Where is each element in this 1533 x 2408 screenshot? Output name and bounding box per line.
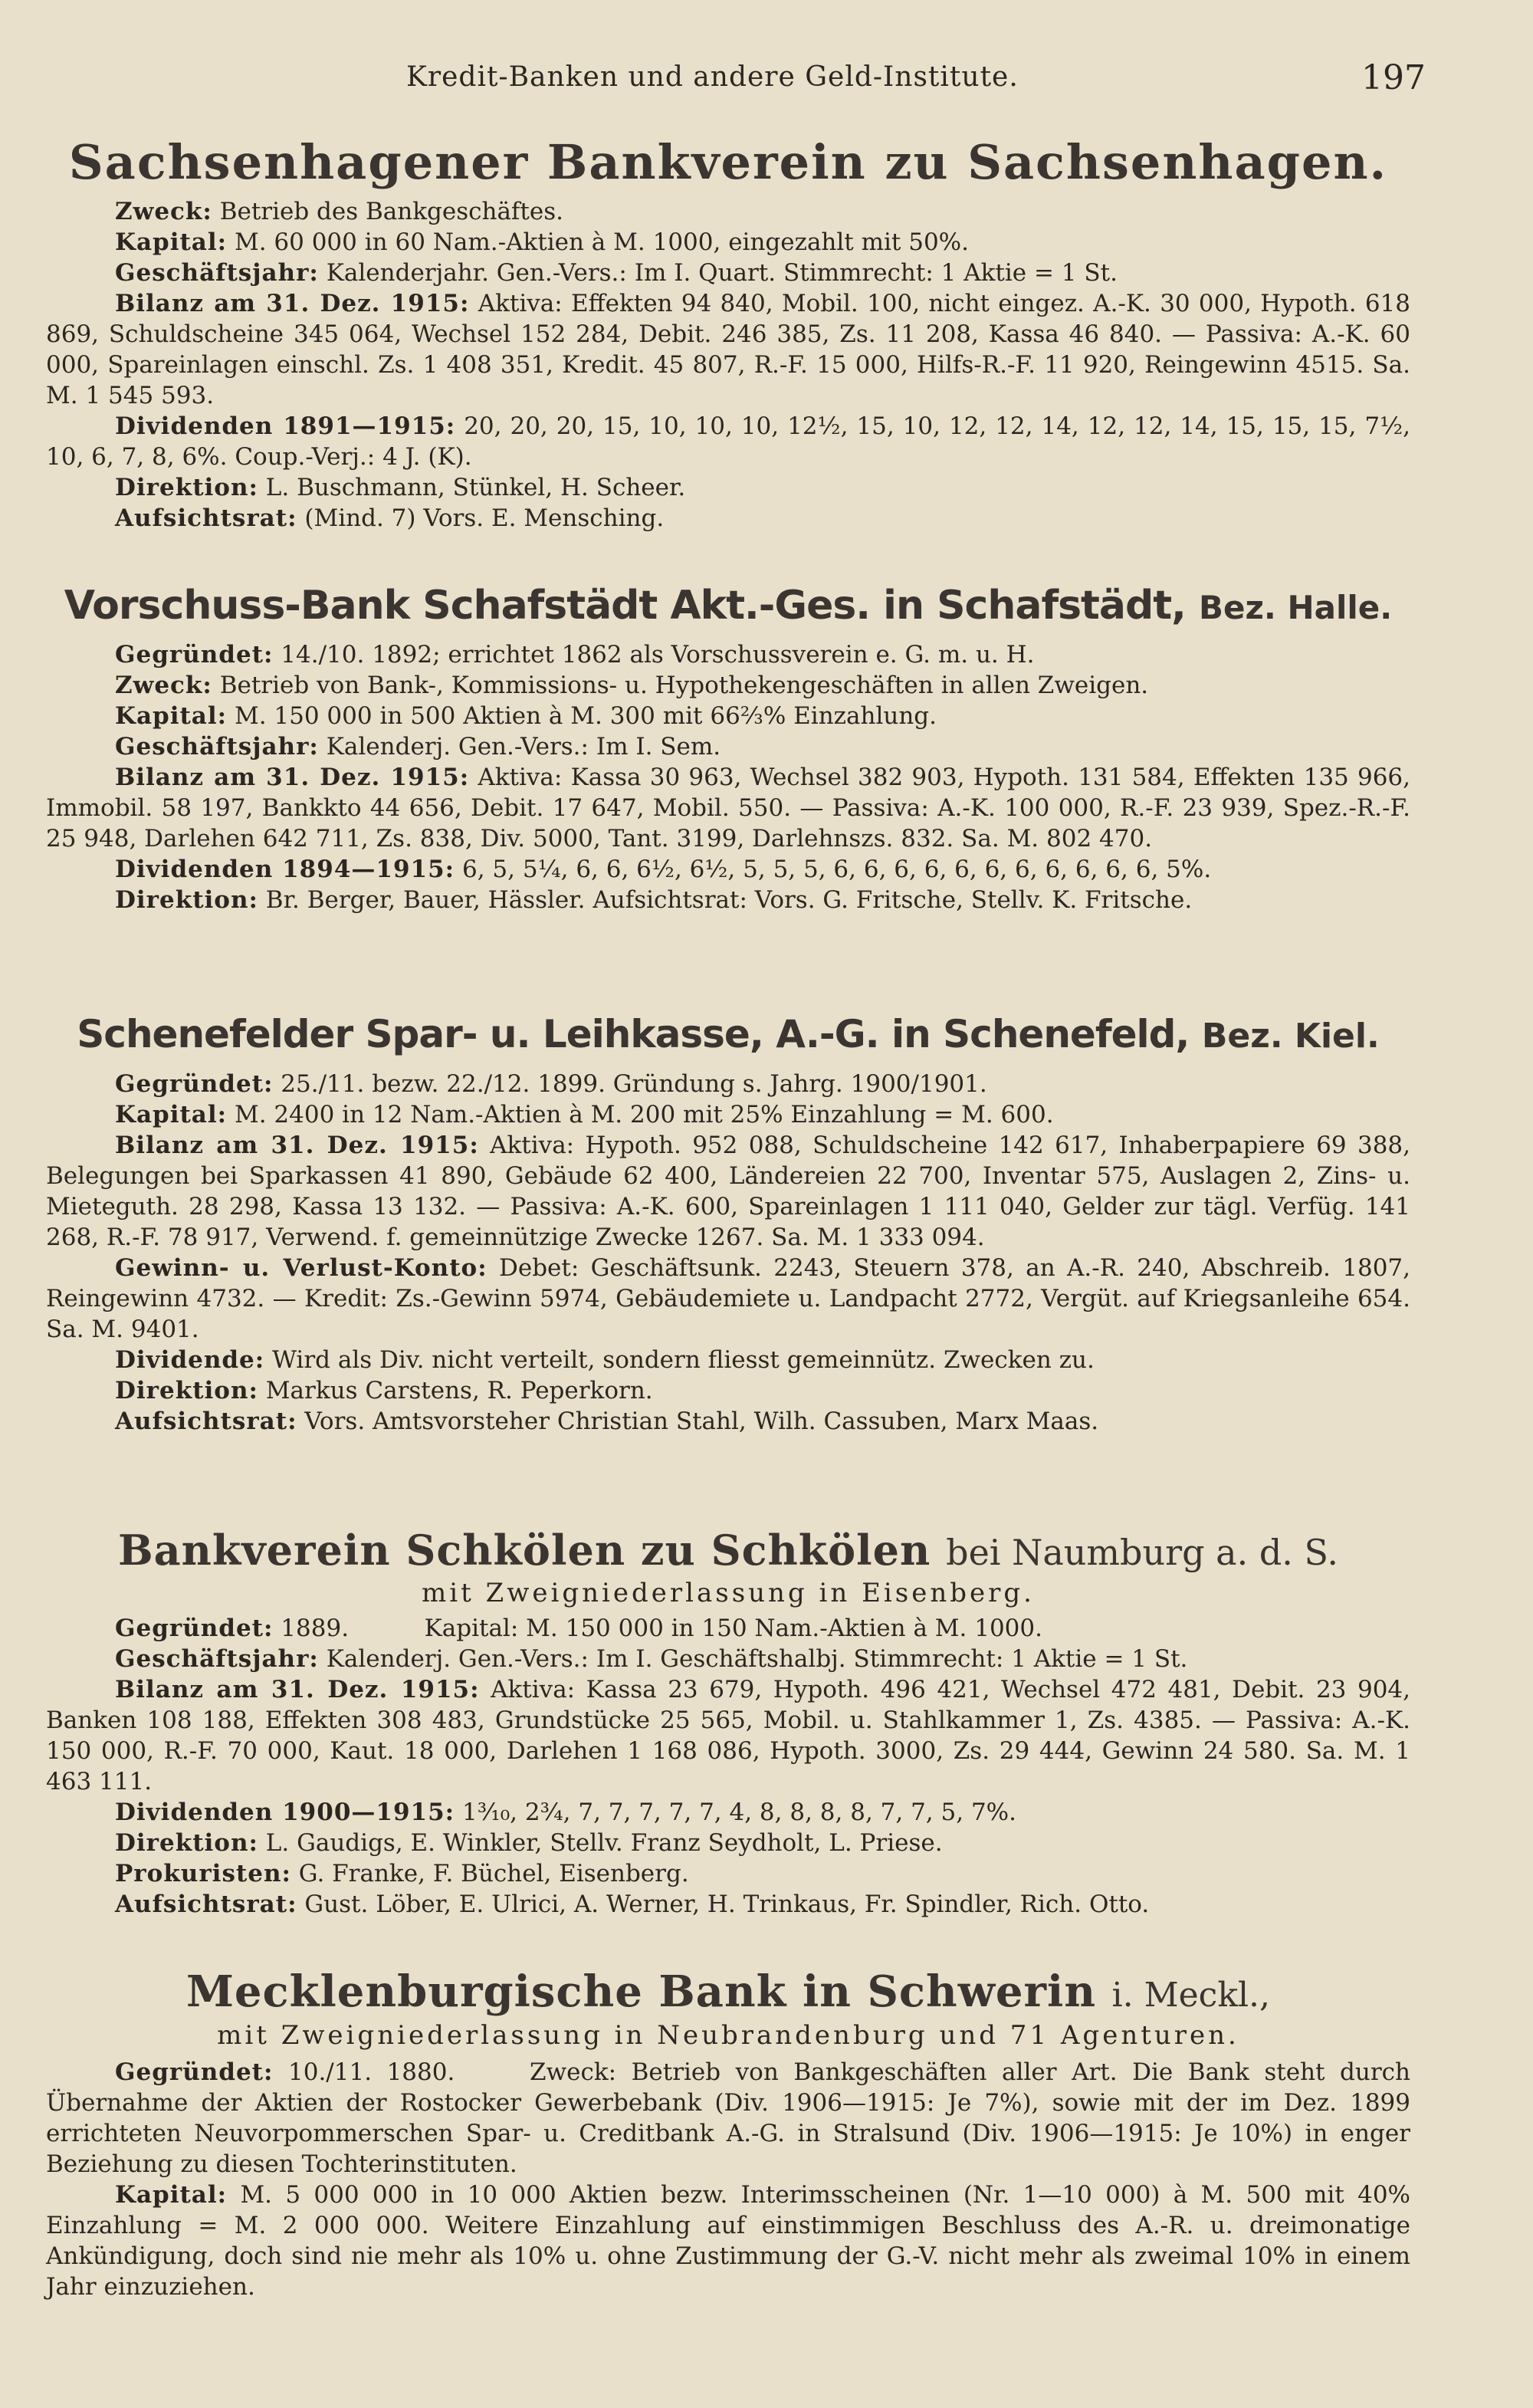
paragraph: Dividenden 1900—1915: 1³⁄₁₀, 2¾, 7, 7, 7, 7, 7, 4, 8, 8, 8, 8, 7, 7, 5, 7%. (115, 1799, 1016, 1826)
paragraph: Zweck: Betrieb des Bankgeschäftes. (115, 198, 563, 225)
paragraph: Aufsichtsrat: (Mind. 7) Vors. E. Mensching. (115, 504, 665, 532)
entry-mecklenburgische-bank (46, 1966, 1418, 2302)
paragraph: Geschäftsjahr: Kalenderj. Gen.-Vers.: Im I. Sem. (115, 733, 721, 761)
paragraph: Aufsichtsrat: Gust. Löber, E. Ulrici, A. Werner, H. Trinkaus, Fr. Spindler, Rich. Otto. (115, 1891, 1150, 1918)
paragraph: Aufsichtsrat: Vors. Amtsvorsteher Christian Stahl, Wilh. Cassuben, Marx Maas. (115, 1408, 1099, 1435)
header-title: Kredit-Banken und andere Geld-Institute. (406, 61, 1019, 93)
entry-title: Sachsenhagener Bankverein zu Sachsenhagen. (68, 134, 1388, 190)
entry-title: Schenefelder Spar- u. Leihkasse, A.-G. in Schenefeld, Bez. Kiel. (77, 1012, 1380, 1056)
paragraph: Kapital: M. 2400 in 12 Nam.-Aktien à M. 200 mit 25% Einzahlung = M. 600. (115, 1101, 1054, 1128)
paragraph: Bilanz am 31. Dez. 1915: Aktiva: Kassa 30 963, Wechsel 382 903, Hypoth. 131 584, Effekten 135 966, Immobil. 58 197, Bankkto 44 656, Debit. 17 647, Mobil. 550. — Passiva: A.-K. 100 000, R.-F. 23 939, Spez.-R.-F. 25 948, Darlehen 642 711, Zs. 838, Div. 5000, Tant. 3199, Darlehnszs. 832. Sa. M. 802 470. (46, 764, 1410, 852)
paragraph: Geschäftsjahr: Kalenderjahr. Gen.-Vers.: Im I. Quart. Stimmrecht: 1 Aktie = 1 St. (115, 259, 1118, 287)
page-number: 197 (1361, 58, 1426, 97)
paragraph: Gegründet: 14./10. 1892; errichtet 1862 als Vorschussverein e. G. m. u. H. (115, 641, 1035, 669)
paragraph: Gegründet: 10./11. 1880. Zweck: Betrieb von Bankgeschäften aller Art. Die Bank steht durch Übernahme der Aktien der Rostocker Gewerbebank (Div. 1906—1915: Je 7%), sowie mit der im Dez. 1899 errichteten Neuvorpommerschen Spar- u. Creditbank A.-G. in Stralsund (Div. 1906—1915: Je 10%) in enger Beziehung zu diesen Tochterinstituten. (46, 2058, 1418, 2178)
paragraph: Dividenden 1891—1915: 20, 20, 20, 15, 10, 10, 10, 12½, 15, 10, 12, 12, 14, 12, 12, 14, 15, 15, 15, 7½, 10, 6, 7, 8, 6%. Coup.-Verj.: 4 J. (K). (46, 412, 1410, 471)
entry-schkoelen (46, 1526, 1410, 1920)
paragraph: Direktion: Br. Berger, Bauer, Hässler. Aufsichtsrat: Vors. G. Fritsche, Stellv. K. Fritsche. (115, 886, 1193, 914)
paragraph: Bilanz am 31. Dez. 1915: Aktiva: Hypoth. 952 088, Schuldscheine 142 617, Inhaberpapiere 69 388, Belegungen bei Sparkassen 41 890, Gebäude 62 400, Ländereien 22 700, Inventar 575, Auslagen 2, Zins- u. Mieteguth. 28 298, Kassa 13 132. — Passiva: A.-K. 600, Spareinlagen 1 111 040, Gelder zur tägl. Verfüg. 141 268, R.-F. 78 917, Verwend. f. gemeinnützige Zwecke 1267. Sa. M. 1 333 094. (46, 1132, 1410, 1251)
paragraph: Bilanz am 31. Dez. 1915: Aktiva: Effekten 94 840, Mobil. 100, nicht eingez. A.-K. 30 000, Hypoth. 618 869, Schuldscheine 345 064, Wechsel 152 284, Debit. 246 385, Zs. 11 208, Kassa 46 840. — Passiva: A.-K. 60 000, Spareinlagen einschl. Zs. 1 408 351, Kredit. 45 807, R.-F. 15 000, Hilfs-R.-F. 11 920, Reingewinn 4515. Sa. M. 1 545 593. (46, 290, 1411, 409)
paragraph: Direktion: Markus Carstens, R. Peperkorn. (115, 1377, 653, 1404)
paragraph: Gegründet: 1889. Kapital: M. 150 000 in 150 Nam.-Aktien à M. 1000. (115, 1615, 1042, 1642)
paragraph: Direktion: L. Gaudigs, E. Winkler, Stellv. Franz Seydholt, L. Priese. (115, 1829, 943, 1857)
paragraph: Dividende: Wird als Div. nicht verteilt, sondern fliesst gemeinnütz. Zwecken zu. (115, 1346, 1095, 1374)
entry-title: Vorschuss-Bank Schafstädt Akt.-Ges. in Schafstädt, Bez. Halle. (64, 583, 1393, 629)
paragraph: Kapital: M. 60 000 in 60 Nam.-Aktien à M. 1000, eingezahlt mit 50%. (115, 228, 969, 256)
entry-schenefeld (46, 1012, 1410, 1437)
paragraph: Dividenden 1894—1915: 6, 5, 5¼, 6, 6, 6½, 6½, 5, 5, 5, 6, 6, 6, 6, 6, 6, 6, 6, 6, 6, 6, 5%. (115, 856, 1212, 883)
paragraph: Prokuristen: G. Franke, F. Büchel, Eisenberg. (115, 1860, 689, 1887)
entry-subtitle: mit Zweigniederlassung in Neubrandenburg und 71 Agenturen. (217, 2020, 1239, 2051)
paragraph: Kapital: M. 5 000 000 in 10 000 Aktien bezw. Interimsscheinen (Nr. 1—10 000) à M. 500 mit 40% Einzahlung = M. 2 000 000. Weitere Einzahlung auf einstimmigen Beschluss des A.-R. u. dreimonatige Ankündigung, doch sind nie mehr als 10% u. ohne Zustimmung der G.-V. nicht mehr als zweimal 10% in einem Jahr einzuziehen. (46, 2181, 1410, 2301)
paragraph: Geschäftsjahr: Kalenderj. Gen.-Vers.: Im I. Geschäftshalbj. Stimmrecht: 1 Aktie = 1 St. (115, 1645, 1188, 1673)
paragraph: Gewinn- u. Verlust-Konto: Debet: Geschäftsunk. 2243, Steuern 378, an A.-R. 240, Abschreib. 1807, Reingewinn 4732. — Kredit: Zs.-Gewinn 5974, Gebäudemiete u. Landpacht 2772, Vergüt. auf Kriegsanleihe 654. Sa. M. 9401. (46, 1254, 1410, 1343)
paragraph: Kapital: M. 150 000 in 500 Aktien à M. 300 mit 66⅔% Einzahlung. (115, 702, 937, 730)
running-header (46, 58, 1426, 107)
entry-subtitle: mit Zweigniederlassung in Eisenberg. (422, 1578, 1035, 1608)
entry-title: Bankverein Schkölen zu Schkölen bei Naumburg a. d. S. (117, 1526, 1339, 1575)
paragraph: Zweck: Betrieb von Bank-, Kommissions- u. Hypothekengeschäften in allen Zweigen. (115, 672, 1149, 699)
paragraph: Bilanz am 31. Dez. 1915: Aktiva: Kassa 23 679, Hypoth. 496 421, Wechsel 472 481, Debit. 23 904, Banken 108 188, Effekten 308 483, Grundstücke 25 565, Mobil. u. Stahlkammer 1, Zs. 4385. — Passiva: A.-K. 150 000, R.-F. 70 000, Kaut. 18 000, Darlehen 1 168 086, Hypoth. 3000, Zs. 29 444, Gewinn 24 580. Sa. M. 1 463 111. (46, 1676, 1410, 1795)
paragraph: Gegründet: 25./11. bezw. 22./12. 1899. Gründung s. Jahrg. 1900/1901. (115, 1070, 987, 1098)
entry-schafstaedt (46, 583, 1410, 915)
paragraph: Direktion: L. Buschmann, Stünkel, H. Scheer. (115, 474, 686, 501)
entry-sachsenhagen (46, 134, 1410, 534)
entry-title: Mecklenburgische Bank in Schwerin i. Meckl., (185, 1966, 1271, 2017)
